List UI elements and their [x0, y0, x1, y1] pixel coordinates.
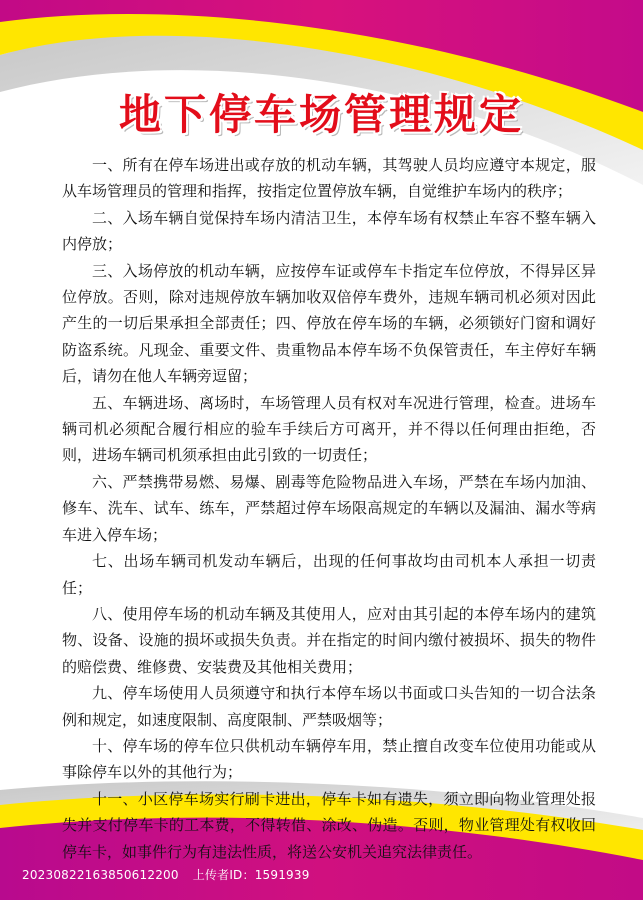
- uploader-id-text: 上传者ID：1591939: [192, 868, 310, 882]
- footer-meta: [22, 866, 320, 883]
- rule-paragraph: 九、停车场使用人员须遵守和执行本停车场以书面或口头告知的一切合法条例和规定，如速度限制、高度限制、严禁吸烟等；: [62, 684, 596, 729]
- image-id-text: 20230822163850612200: [22, 868, 179, 882]
- rule-paragraph: 一、所有在停车场进出或存放的机动车辆，其驾驶人员均应遵守本规定，服从车场管理员的管理和指挥，按指定位置停放车辆，自觉维护车场内的秩序；: [62, 156, 596, 201]
- rule-paragraph: 八、使用停车场的机动车辆及其使用人，应对由其引起的本停车场内的建筑物、设备、设施的损坏或损失负责。并在指定的时间内缴付被损坏、损失的物件的赔偿费、维修费、安装费及其他相关费用；: [62, 604, 596, 676]
- rule-paragraph: 二、入场车辆自觉保持车场内清洁卫生，本停车场有权禁止车容不整车辆入内停放；: [62, 208, 596, 254]
- rule-paragraph: 十一、小区停车场实行刷卡进出，停车卡如有遗失，须立即向物业管理处报失并支付停车卡的工本费，不得转借、涂改、伪造。否则，物业管理处有权收回停车卡，如事件行为有违法性质，将送公安机关追究法律责任。: [62, 789, 596, 861]
- rule-paragraph: 五、车辆进场、离场时，车场管理人员有权对车况进行管理，检查。进场车辆司机必须配合履行相应的验车手续后方可离开，并不得以任何理由拒绝，否则，进场车辆司机须承担由此引致的一切责任；: [62, 393, 596, 465]
- page-title: 地下停车场管理规定: [118, 90, 524, 139]
- rule-paragraph: 三、入场停放的机动车辆，应按停车证或停车卡指定车位停放，不得异区异位停放。否则，除对违规停放车辆加收双倍停车费外，违规车辆司机必须对因此产生的一切后果承担全部责任；四、停放在停车场的车辆，必须锁好门窗和调好防盗系统。凡现金、重要文件、贵重物品本停车场不负保管责任，车主停好车辆后，请勿在他人车辆旁逗留；: [62, 261, 596, 386]
- rule-paragraph: 六、严禁携带易燃、易爆、剧毒等危险物品进入车场，严禁在车场内加油、修车、洗车、试车、练车，严禁超过停车场限高规定的车辆以及漏油、漏水等病车进入停车场；: [62, 472, 596, 544]
- rules-body: [62, 152, 596, 865]
- rule-paragraph: 七、出场车辆司机发动车辆后，出现的任何事故均由司机本人承担一切责任；: [62, 552, 596, 597]
- rule-paragraph: 十、停车场的停车位只供机动车辆停车用，禁止擅自改变车位使用功能或从事除停车以外的其他行为；: [62, 736, 596, 782]
